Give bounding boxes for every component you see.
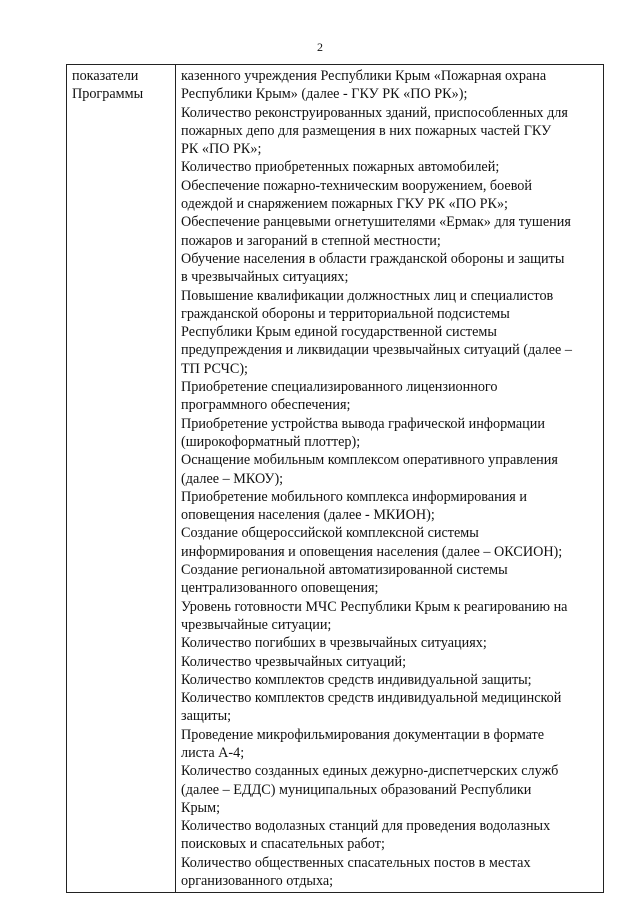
indicator-line: Проведение микрофильмирования документации в формате xyxy=(181,726,545,743)
indicator-line: Количество чрезвычайных ситуаций; xyxy=(181,653,407,670)
indicator-line: Обучение населения в области гражданской обороны и защиты xyxy=(181,250,565,267)
table-row xyxy=(67,65,604,893)
indicator-line: Создание региональной автоматизированной системы xyxy=(181,562,508,579)
indicator-line: Приобретение мобильного комплекса информирования и xyxy=(181,488,527,505)
indicator-line: (далее – МКОУ); xyxy=(181,470,284,487)
indicator-line: организованного отдыха; xyxy=(181,873,334,890)
indicator-line: Повышение квалификации должностных лиц и специалистов xyxy=(181,287,554,304)
indicator-line: Количество комплектов средств индивидуальной защиты; xyxy=(181,671,532,688)
row-label-cell xyxy=(67,65,176,893)
indicator-line: чрезвычайные ситуации; xyxy=(181,616,332,633)
page-number: 2 xyxy=(317,40,323,54)
indicator-line: Оснащение мобильным комплексом оперативного управления xyxy=(181,452,558,469)
indicators-list-cell xyxy=(176,65,604,893)
indicator-line: в чрезвычайных ситуациях; xyxy=(181,269,349,286)
indicator-line: листа А-4; xyxy=(181,744,245,761)
indicator-line: Создание общероссийской комплексной системы xyxy=(181,525,479,542)
indicator-line: Количество погибших в чрезвычайных ситуациях; xyxy=(181,635,487,652)
indicator-line: ТП РСЧС); xyxy=(181,360,248,377)
indicator-line: казенного учреждения Республики Крым «Пожарная охрана xyxy=(181,68,547,84)
indicator-line: Обеспечение пожарно-техническим вооружением, боевой xyxy=(181,177,532,194)
indicator-line: информирования и оповещения населения (далее – ОКСИОН); xyxy=(181,543,563,560)
indicator-line: гражданской обороны и территориальной подсистемы xyxy=(181,305,510,322)
indicator-line: Количество комплектов средств индивидуальной медицинской xyxy=(181,690,562,707)
indicator-line: поисковых и спасательных работ; xyxy=(181,836,385,853)
indicator-line: одеждой и снаряжением пожарных ГКУ РК «ПО РК»; xyxy=(181,196,509,213)
indicator-line: Количество созданных единых дежурно-диспетчерских служб xyxy=(181,763,559,780)
indicator-line: Республики Крым» (далее - ГКУ РК «ПО РК»); xyxy=(181,86,468,103)
indicator-line: Обеспечение ранцевыми огнетушителями «Ермак» для тушения xyxy=(181,214,571,231)
indicator-line: предупреждения и ликвидации чрезвычайных ситуаций (далее – xyxy=(181,342,572,359)
indicator-line: пожарных депо для размещения в них пожарных частей ГКУ xyxy=(181,122,552,139)
row-label-line: показатели xyxy=(72,68,139,84)
indicator-line: Количество приобретенных пожарных автомобилей; xyxy=(181,159,500,176)
row-label-line: Программы xyxy=(72,86,144,103)
indicator-line: Приобретение устройства вывода графической информации xyxy=(181,415,545,432)
indicator-line: Республики Крым единой государственной системы xyxy=(181,324,497,341)
indicator-line: централизованного оповещения; xyxy=(181,580,379,597)
indicator-line: Приобретение специализированного лицензионного xyxy=(181,379,498,396)
indicator-line: оповещения населения (далее - МКИОН); xyxy=(181,507,435,524)
indicator-line: (далее – ЕДДС) муниципальных образований Республики xyxy=(181,781,532,798)
indicator-line: Количество общественных спасательных постов в местах xyxy=(181,854,531,871)
indicator-line: РК «ПО РК»; xyxy=(181,141,262,158)
indicator-line: (широкоформатный плоттер); xyxy=(181,433,361,450)
indicator-line: Количество реконструированных зданий, приспособленных для xyxy=(181,104,568,121)
program-indicators-table xyxy=(66,64,604,893)
indicator-line: программного обеспечения; xyxy=(181,397,351,414)
indicator-line: защиты; xyxy=(181,708,232,725)
indicator-line: Количество водолазных станций для проведения водолазных xyxy=(181,818,551,835)
indicator-line: Уровень готовности МЧС Республики Крым к реагированию на xyxy=(181,598,568,615)
indicator-line: пожаров и загораний в степной местности; xyxy=(181,232,441,249)
indicator-line: Крым; xyxy=(181,799,221,816)
